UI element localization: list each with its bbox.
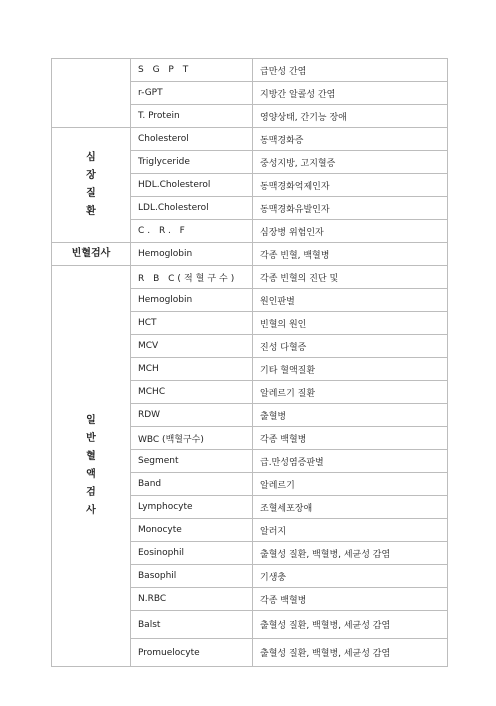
group-blood: [52, 266, 131, 667]
item-cell: Lymphocyte: [131, 496, 253, 519]
table-row: [52, 59, 448, 82]
desc-cell: 동맥경화유발인자: [253, 197, 448, 220]
group-char: 사: [86, 505, 96, 516]
item-cell: MCHC: [131, 381, 253, 404]
item-cell: T. Protein: [131, 105, 253, 128]
group-char: 환: [86, 206, 96, 217]
table-row: [52, 243, 448, 266]
desc-cell: 심장병 위험인자: [253, 220, 448, 243]
desc-cell: 기타 혈액질환: [253, 358, 448, 381]
desc-cell: 기생충: [253, 565, 448, 588]
table-row: [52, 128, 448, 151]
desc-cell: 각종 빈혈의 진단 및: [253, 266, 448, 289]
desc-cell: 알레르기 질환: [253, 381, 448, 404]
desc-cell: 각종 백혈병: [253, 588, 448, 611]
desc-cell: 각종 백혈병: [253, 427, 448, 450]
group-char: 심: [86, 152, 96, 163]
item-cell: WBC (백혈구수): [131, 427, 253, 450]
item-cell: HDL.Cholesterol: [131, 174, 253, 197]
item-cell: Hemoglobin: [131, 243, 253, 266]
desc-cell: 출혈성 질환, 백혈병, 세균성 감염: [253, 611, 448, 639]
item-cell: Basophil: [131, 565, 253, 588]
group-char: 반: [86, 433, 96, 444]
desc-cell: 출혈성 질환, 백혈병, 세균성 감염: [253, 542, 448, 565]
group-char: 액: [86, 469, 96, 480]
item-cell: C. R. F: [131, 220, 253, 243]
group-liver: [52, 59, 131, 128]
item-cell: Balst: [131, 611, 253, 639]
item-cell: Monocyte: [131, 519, 253, 542]
desc-cell: 진성 다혈증: [253, 335, 448, 358]
item-cell: MCV: [131, 335, 253, 358]
group-heart: [52, 128, 131, 243]
desc-cell: 각종 빈혈, 백혈병: [253, 243, 448, 266]
desc-cell: 동맥경화증: [253, 128, 448, 151]
desc-cell: 출혈병: [253, 404, 448, 427]
desc-cell: 지방간 알콜성 간염: [253, 82, 448, 105]
test-table: [51, 58, 448, 667]
desc-cell: 원인판별: [253, 289, 448, 312]
item-cell: RDW: [131, 404, 253, 427]
desc-cell: 급만성 간염: [253, 59, 448, 82]
desc-cell: 영양상태, 간기능 장애: [253, 105, 448, 128]
item-cell: Promuelocyte: [131, 639, 253, 667]
group-anemia: 빈혈검사: [52, 243, 131, 266]
item-cell: N.RBC: [131, 588, 253, 611]
item-cell: S G P T: [131, 59, 253, 82]
desc-cell: 알러지: [253, 519, 448, 542]
item-cell: Segment: [131, 450, 253, 473]
desc-cell: 중성지방, 고지혈증: [253, 151, 448, 174]
group-char: 장: [86, 170, 96, 181]
desc-cell: 급.만성염증판별: [253, 450, 448, 473]
item-cell: MCH: [131, 358, 253, 381]
item-cell: Hemoglobin: [131, 289, 253, 312]
desc-cell: 빈혈의 원인: [253, 312, 448, 335]
item-cell: R B C(적혈구수): [131, 266, 253, 289]
item-cell: Eosinophil: [131, 542, 253, 565]
desc-cell: 조혈세포장애: [253, 496, 448, 519]
group-char: 검: [86, 487, 96, 498]
table-row: [52, 266, 448, 289]
item-cell: Band: [131, 473, 253, 496]
desc-cell: 동맥경화억제인자: [253, 174, 448, 197]
desc-cell: 알레르기: [253, 473, 448, 496]
item-cell: r-GPT: [131, 82, 253, 105]
item-cell: Cholesterol: [131, 128, 253, 151]
desc-cell: 출혈성 질환, 백혈병, 세균성 감염: [253, 639, 448, 667]
item-cell: Triglyceride: [131, 151, 253, 174]
item-cell: HCT: [131, 312, 253, 335]
group-char: 혈: [86, 451, 96, 462]
item-cell: LDL.Cholesterol: [131, 197, 253, 220]
group-char: 질: [86, 188, 96, 199]
group-char: 일: [86, 415, 96, 426]
